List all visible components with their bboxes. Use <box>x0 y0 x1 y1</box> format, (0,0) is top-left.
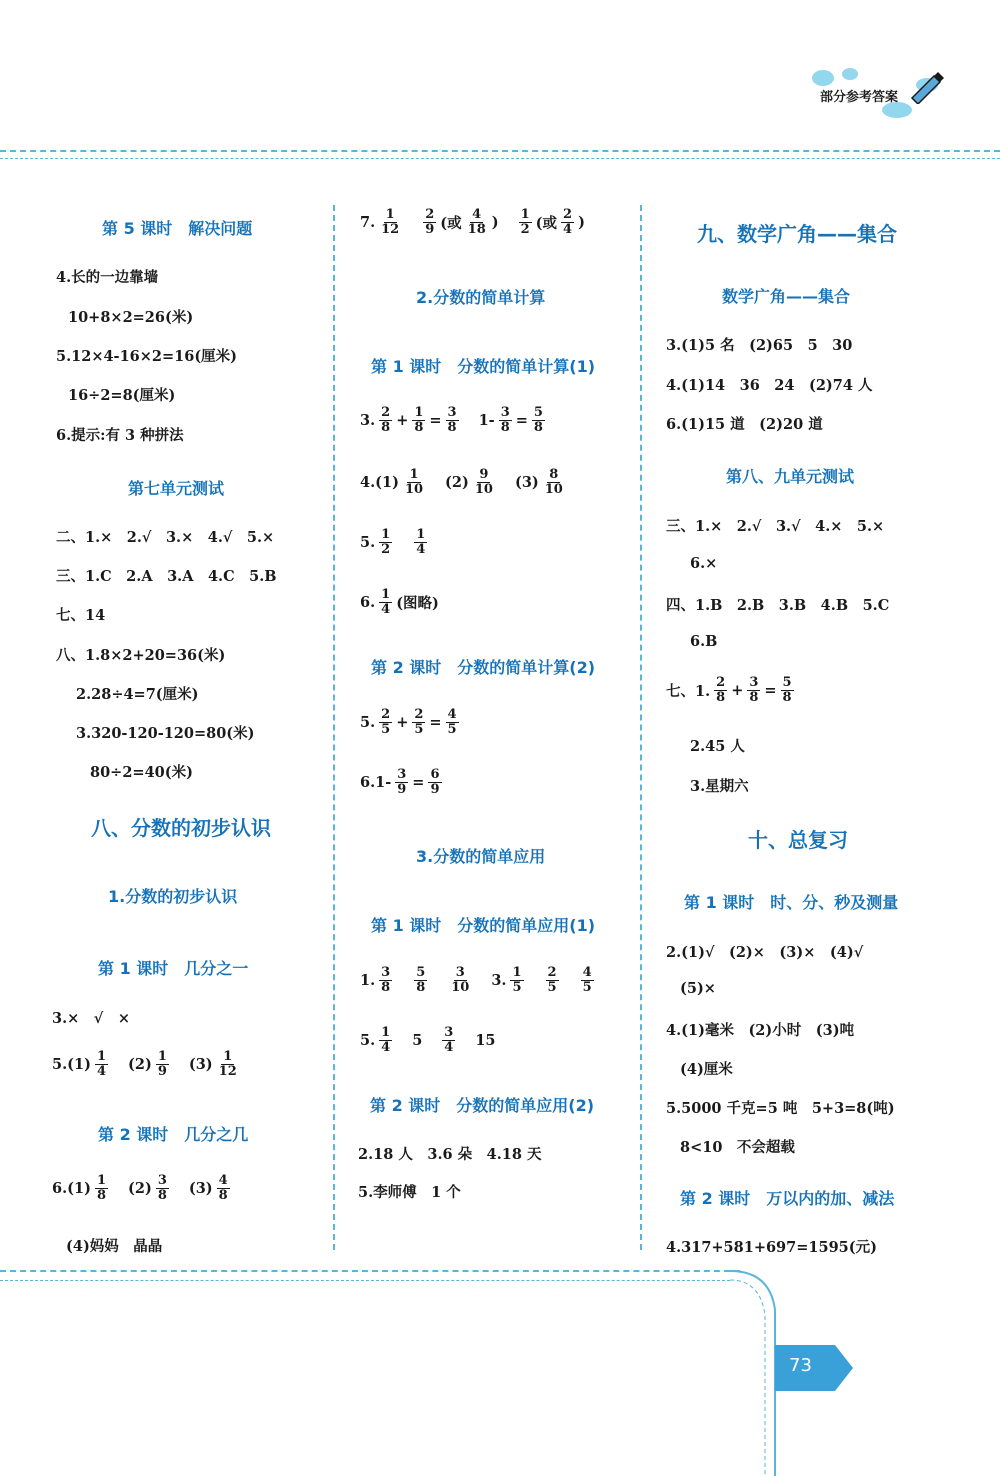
bottom-rule <box>0 1270 740 1272</box>
item-prefix: (3) <box>514 474 539 491</box>
answer-line: 4.(1)14 36 24 (2)74 人 <box>666 377 873 394</box>
item-prefix: 7. <box>360 214 376 231</box>
text: (图略) <box>396 595 439 612</box>
text: (或 <box>440 215 462 232</box>
item-prefix: 4.(1) <box>360 474 399 491</box>
header-badge <box>812 68 947 120</box>
fraction: $\frac{1}{4}$ <box>96 1049 106 1079</box>
answer-line-fractions <box>666 676 796 705</box>
s3c1-heading: 第 1 课时 分数的简单应用(1) <box>371 916 596 935</box>
answer-line-fractions <box>360 468 567 497</box>
answer-line: 二、1.× 2.√ 3.× 4.√ 5.× <box>56 529 275 546</box>
item-prefix: 5. <box>360 714 376 731</box>
text: (或 <box>535 215 558 232</box>
answer-line: 四、1.B 2.B 3.B 4.B 5.C <box>666 597 890 614</box>
fraction: $\frac{1}{2}$ <box>381 527 391 557</box>
section1-heading: 1.分数的初步认识 <box>108 887 238 906</box>
answer-line: 8<10 不会超载 <box>680 1139 795 1156</box>
c2-heading: 第 2 课时 几分之几 <box>98 1125 249 1144</box>
fraction: $\frac{2}{5}$ <box>381 707 391 737</box>
answer-line: 2.(1)√ (2)× (3)× (4)√ <box>666 944 864 961</box>
item-prefix: 6.(1) <box>52 1180 91 1197</box>
answer-line-fractions <box>360 768 444 797</box>
item-prefix: 5. <box>360 1032 376 1049</box>
answer-line-fractions <box>360 966 596 995</box>
chapter8-heading: 八、分数的初步认识 <box>91 816 271 840</box>
item-prefix: 5.(1) <box>52 1056 91 1073</box>
operator: + <box>396 412 409 429</box>
answer-line: (5)× <box>680 980 716 997</box>
answer-line: 4.(1)毫米 (2)小时 (3)吨 <box>666 1022 855 1039</box>
answer-line: 2.28÷4=7(厘米) <box>76 686 199 703</box>
answer-line-fractions <box>360 588 439 617</box>
fraction: $\frac{3}{8}$ <box>749 675 759 705</box>
item-prefix: 1. <box>360 972 376 989</box>
s3c2-heading: 第 2 课时 分数的简单应用(2) <box>370 1096 595 1115</box>
fraction: $\frac{4}{8}$ <box>218 1173 228 1203</box>
answer-line: 5.5000 千克=5 吨 5+3=8(吨) <box>666 1100 895 1117</box>
fraction: $\frac{2}{8}$ <box>381 405 391 435</box>
unit89-heading: 第八、九单元测试 <box>726 467 855 486</box>
answer-line: 三、1.C 2.A 3.A 4.C 5.B <box>56 568 277 585</box>
header-title: 部分参考答案 <box>820 90 899 105</box>
text: 15 <box>475 1032 496 1049</box>
answer-line: 6.(1)15 道 (2)20 道 <box>666 416 823 433</box>
item-prefix: (3) <box>188 1056 213 1073</box>
c10l1-heading: 第 1 课时 时、分、秒及测量 <box>684 893 899 912</box>
answer-line: 80÷2=40(米) <box>90 764 193 781</box>
unit7-heading: 第七单元测试 <box>128 479 225 498</box>
text: ) <box>578 214 585 231</box>
item-prefix: 3. <box>491 972 507 989</box>
answer-line: 八、1.8×2+20=36(米) <box>56 647 226 664</box>
answer-line: 5.12×4-16×2=16(厘米) <box>56 348 238 365</box>
answer-line: 4.317+581+697=1595(元) <box>666 1239 877 1256</box>
operator: = <box>429 412 442 429</box>
c1-heading: 第 1 课时 几分之一 <box>98 959 249 978</box>
answer-line: (4)妈妈 晶晶 <box>66 1238 163 1255</box>
fraction: $\frac{2}{8}$ <box>716 675 726 705</box>
fraction: $\frac{3}{8}$ <box>500 405 510 435</box>
answer-line: 2.18 人 3.6 朵 4.18 天 <box>358 1146 542 1163</box>
answer-line: 3.星期六 <box>690 778 749 795</box>
item-prefix: 6.1- <box>360 774 392 791</box>
s2c1-heading: 第 1 课时 分数的简单计算(1) <box>371 357 596 376</box>
fraction: $\frac{1}{4}$ <box>381 587 391 617</box>
item-prefix: (2) <box>128 1056 152 1073</box>
text: 1- <box>478 412 495 429</box>
answer-line-fractions <box>360 208 585 237</box>
pencil-icon <box>908 70 944 104</box>
chapter9-subheading: 数学广角——集合 <box>722 287 851 306</box>
answer-line: 3.(1)5 名 (2)65 5 30 <box>666 337 853 354</box>
fraction: $\frac{5}{8}$ <box>782 675 792 705</box>
answer-line: 3.320-120-120=80(米) <box>76 725 255 742</box>
answer-line-fractions <box>360 528 429 557</box>
fraction: $\frac{3}{9}$ <box>397 767 407 797</box>
fraction: $\frac{8}{10}$ <box>544 467 563 497</box>
fraction: $\frac{2}{5}$ <box>414 707 424 737</box>
answer-line: (4)厘米 <box>680 1061 733 1078</box>
answer-line-fractions <box>52 1050 241 1079</box>
section3-heading: 3.分数的简单应用 <box>416 847 546 866</box>
fraction: $\frac{5}{8}$ <box>416 965 426 995</box>
fraction: $\frac{1}{8}$ <box>414 405 424 435</box>
answer-line-fractions <box>360 406 547 435</box>
cloud-decoration <box>842 68 858 80</box>
answer-line: 16÷2=8(厘米) <box>68 387 176 404</box>
fraction: $\frac{1}{12}$ <box>381 207 400 237</box>
text: 5 <box>412 1032 423 1049</box>
cloud-decoration <box>812 70 834 86</box>
answer-line: 3.× √ × <box>52 1010 130 1027</box>
fraction: $\frac{5}{8}$ <box>533 405 543 435</box>
answer-line: 5.李师傅 1 个 <box>358 1184 461 1201</box>
column-divider <box>640 205 642 1250</box>
lesson5-heading: 第 5 课时 解决问题 <box>102 219 253 238</box>
fraction: $\frac{1}{12}$ <box>218 1049 237 1079</box>
operator: + <box>396 714 409 731</box>
fraction: $\frac{1}{4}$ <box>381 1025 391 1055</box>
item-prefix: 6. <box>360 594 376 611</box>
fraction: $\frac{1}{5}$ <box>512 965 522 995</box>
item-prefix: 5. <box>360 534 376 551</box>
fraction: $\frac{4}{18}$ <box>467 207 486 237</box>
chapter10-heading: 十、总复习 <box>748 828 848 852</box>
c10l2-heading: 第 2 课时 万以内的加、减法 <box>680 1189 895 1208</box>
fraction: $\frac{1}{8}$ <box>96 1173 106 1203</box>
fraction: $\frac{9}{10}$ <box>474 467 493 497</box>
fraction: $\frac{3}{8}$ <box>381 965 391 995</box>
answer-line-fractions <box>360 708 461 737</box>
answer-line-fractions <box>360 1026 496 1055</box>
fraction: $\frac{2}{5}$ <box>547 965 557 995</box>
answer-line-fractions <box>52 1174 232 1203</box>
item-prefix: 七、1. <box>666 683 711 700</box>
page-number-badge <box>775 1345 853 1391</box>
s2c2-heading: 第 2 课时 分数的简单计算(2) <box>371 658 596 677</box>
chapter9-heading: 九、数学广角——集合 <box>697 222 897 246</box>
fraction: $\frac{1}{2}$ <box>520 207 530 237</box>
fraction: $\frac{1}{10}$ <box>404 467 424 497</box>
fraction: $\frac{3}{8}$ <box>447 405 457 435</box>
operator: = <box>412 774 425 791</box>
fraction: $\frac{4}{5}$ <box>582 965 592 995</box>
fraction: $\frac{3}{10}$ <box>451 965 470 995</box>
fraction: $\frac{6}{9}$ <box>430 767 440 797</box>
operator: = <box>764 682 777 699</box>
top-rule-thin <box>0 158 1000 159</box>
answer-line: 4.长的一边靠墙 <box>56 269 159 286</box>
operator: = <box>429 714 442 731</box>
bottom-rule-thin <box>0 1280 730 1281</box>
fraction: $\frac{3}{4}$ <box>444 1025 454 1055</box>
item-prefix: (3) <box>188 1180 213 1197</box>
answer-line: 6.B <box>690 633 718 650</box>
fraction: $\frac{2}{4}$ <box>563 207 573 237</box>
item-prefix: (2) <box>445 474 469 491</box>
section2-heading: 2.分数的简单计算 <box>416 288 546 307</box>
answer-line: 三、1.× 2.√ 3.√ 4.× 5.× <box>666 518 885 535</box>
answer-line: 2.45 人 <box>690 738 745 755</box>
fraction: $\frac{1}{4}$ <box>416 527 426 557</box>
page-number: 73 <box>789 1355 812 1376</box>
operator: = <box>515 412 528 429</box>
item-prefix: (2) <box>128 1180 152 1197</box>
fraction: $\frac{2}{9}$ <box>425 207 435 237</box>
answer-line: 6.× <box>690 555 718 572</box>
top-rule <box>0 150 1000 152</box>
item-prefix: 3. <box>360 412 376 429</box>
text: ) <box>491 214 499 231</box>
fraction: $\frac{1}{9}$ <box>157 1049 167 1079</box>
operator: + <box>731 682 744 699</box>
fraction: $\frac{3}{8}$ <box>157 1173 167 1203</box>
answer-line: 6.提示:有 3 种拼法 <box>56 427 184 444</box>
column-divider <box>333 205 335 1250</box>
answer-line: 10+8×2=26(米) <box>68 309 194 326</box>
fraction: $\frac{4}{5}$ <box>447 707 457 737</box>
answer-line: 七、14 <box>56 607 106 624</box>
